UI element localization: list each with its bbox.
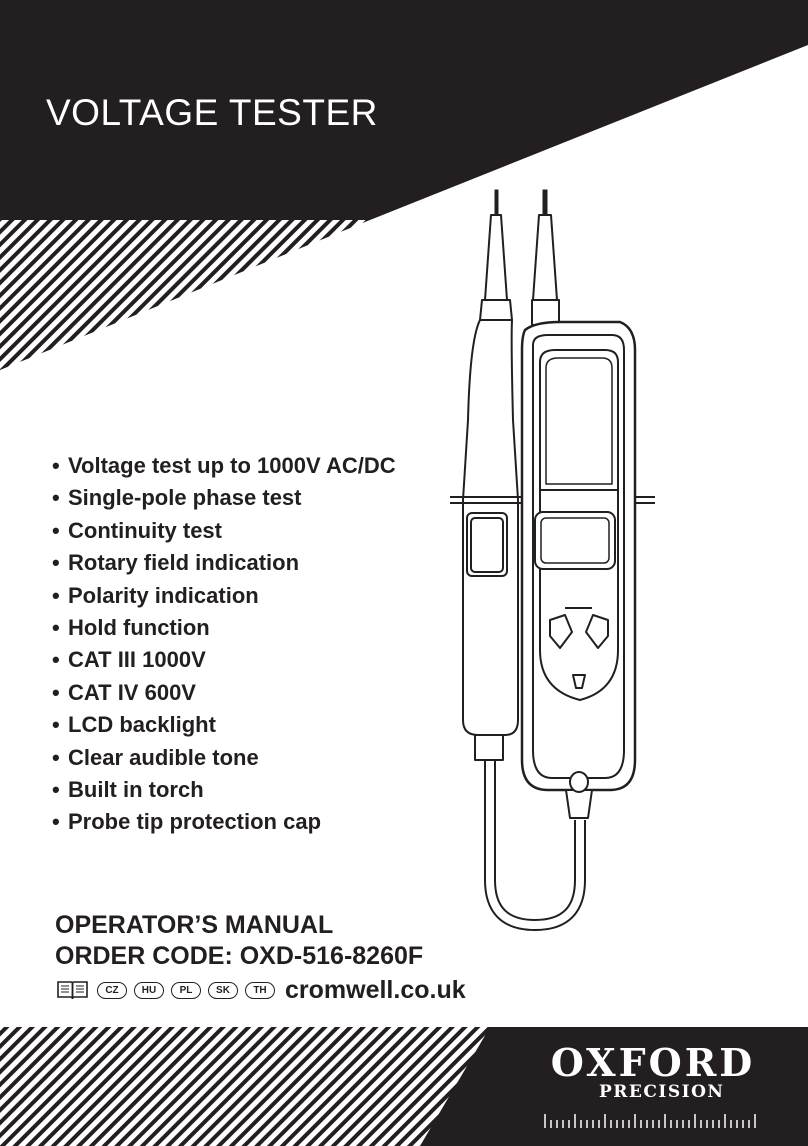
bullet: • xyxy=(52,485,60,511)
bullet: • xyxy=(52,582,60,608)
feature-item: • Voltage test up to 1000V AC/DC xyxy=(52,450,396,482)
website-link[interactable]: cromwell.co.uk xyxy=(285,975,466,1004)
manual-info xyxy=(55,910,423,972)
feature-item: • Rotary field indication xyxy=(52,547,396,579)
bullet: • xyxy=(52,809,60,835)
ruler-scale-icon xyxy=(543,1108,763,1130)
open-book-icon xyxy=(56,979,89,1001)
operators-manual-heading: OPERATOR’S MANUAL xyxy=(55,911,334,939)
feature-item: • Built in torch xyxy=(52,774,396,806)
language-badge-cz: CZ xyxy=(97,982,127,999)
feature-item: • Continuity test xyxy=(52,515,396,547)
feature-item: • CAT IV 600V xyxy=(52,677,396,709)
logo-sub: PRECISION xyxy=(599,1082,725,1102)
language-row xyxy=(56,975,466,1005)
bullet: • xyxy=(52,550,60,576)
bullet: • xyxy=(52,712,60,738)
bullet: • xyxy=(52,614,60,640)
logo-brand: OXFORD xyxy=(550,1040,756,1085)
bullet: • xyxy=(52,744,60,770)
language-badge-th: TH xyxy=(245,982,275,999)
feature-item: • Single-pole phase test xyxy=(52,482,396,514)
order-code: ORDER CODE: OXD-516-8260F xyxy=(55,942,424,970)
feature-item: • LCD backlight xyxy=(52,709,396,741)
language-badge-sk: SK xyxy=(208,982,238,999)
bullet: • xyxy=(52,647,60,673)
feature-item: • CAT III 1000V xyxy=(52,644,396,676)
feature-list xyxy=(52,450,396,839)
bullet: • xyxy=(52,517,60,543)
language-badge-hu: HU xyxy=(134,982,164,999)
stripe-band-top xyxy=(0,220,370,370)
bullet: • xyxy=(52,679,60,705)
feature-item: • Clear audible tone xyxy=(52,742,396,774)
feature-item: • Probe tip protection cap xyxy=(52,806,396,838)
document-title: VOLTAGE TESTER xyxy=(46,92,378,133)
feature-item: • Hold function xyxy=(52,612,396,644)
language-badge-pl: PL xyxy=(171,982,201,999)
bullet: • xyxy=(52,453,60,478)
oxford-precision-logo xyxy=(543,1040,763,1130)
feature-item: • Polarity indication xyxy=(52,580,396,612)
bullet: • xyxy=(52,776,60,802)
voltage-tester-illustration xyxy=(450,190,655,925)
